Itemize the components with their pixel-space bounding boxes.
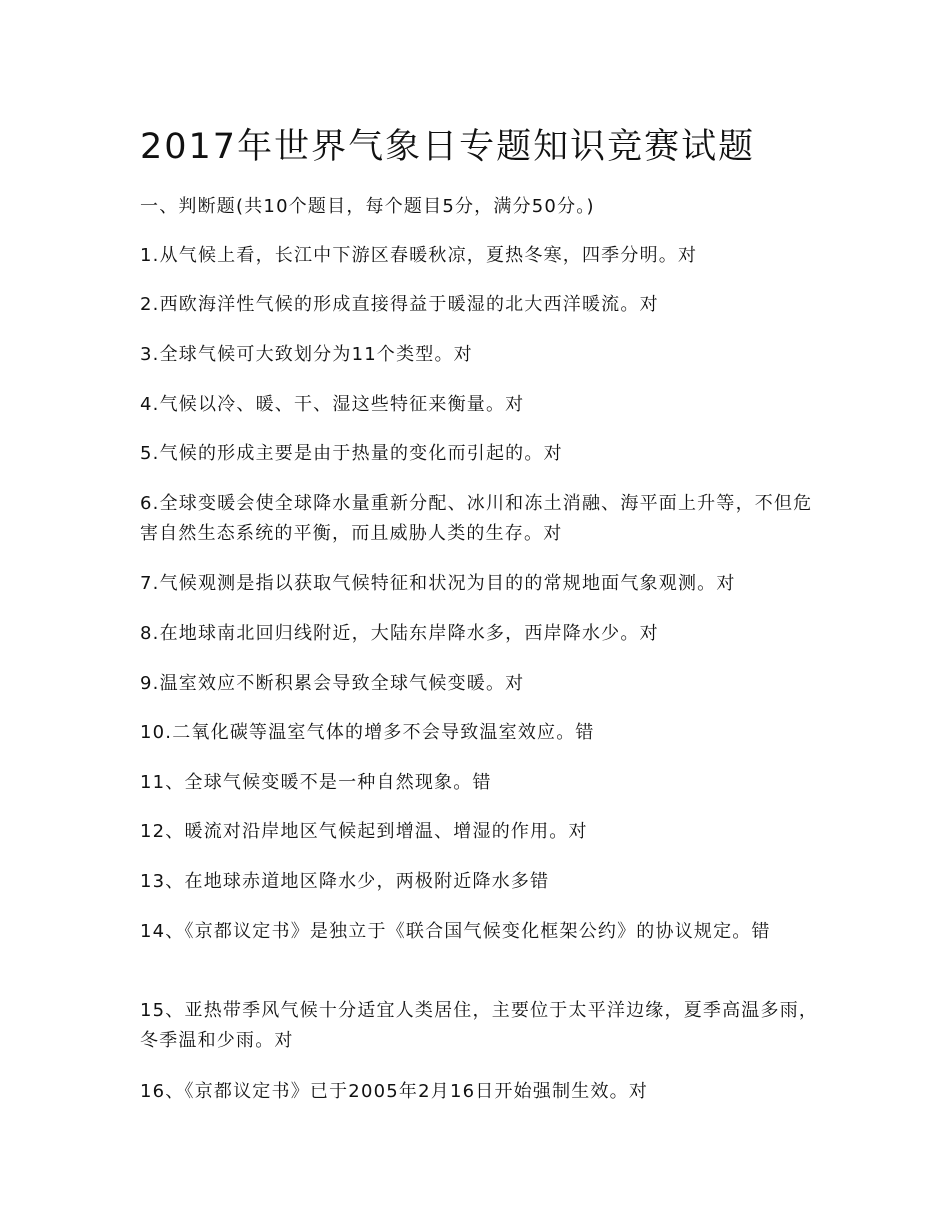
question-6: 6.全球变暖会使全球降水量重新分配、冰川和冻土消融、海平面上升等，不但危害自然生态系统的平衡，而且威胁人类的生存。对 [140, 493, 813, 544]
question-15: 15、亚热带季风气候十分适宜人类居住，主要位于太平洋边缘，夏季高温多雨，冬季温和少雨。对 [140, 1000, 819, 1051]
question-7: 7.气候观测是指以获取气候特征和状况为目的的常规地面气象观测。对 [140, 573, 736, 594]
question-2: 2.西欧海洋性气候的形成直接得益于暖湿的北大西洋暖流。对 [140, 294, 659, 315]
question-8: 8.在地球南北回归线附近，大陆东岸降水多，西岸降水少。对 [140, 623, 659, 644]
question-13: 13、在地球赤道地区降水少，两极附近降水多错 [140, 871, 550, 892]
question-16: 16、《京都议定书》已于2005年2月16日开始强制生效。对 [140, 1081, 649, 1102]
question-11: 11、全球气候变暖不是一种自然现象。错 [140, 772, 492, 793]
document-title: 2017年世界气象日专题知识竞赛试题 [140, 127, 756, 167]
question-1: 1.从气候上看，长江中下游区春暖秋凉，夏热冬寒，四季分明。对 [140, 245, 698, 266]
question-5: 5.气候的形成主要是由于热量的变化而引起的。对 [140, 443, 563, 464]
question-14: 14、《京都议定书》是独立于《联合国气候变化框架公约》的协议规定。错 [140, 921, 771, 942]
question-10: 10.二氧化碳等温室气体的增多不会导致温室效应。错 [140, 722, 595, 743]
question-9: 9.温室效应不断积累会导致全球气候变暖。对 [140, 673, 525, 694]
question-3: 3.全球气候可大致划分为11个类型。对 [140, 344, 473, 365]
question-12: 12、暖流对沿岸地区气候起到增温、增湿的作用。对 [140, 821, 588, 842]
section-heading: 一、判断题(共10个题目，每个题目5分，满分50分。) [140, 196, 595, 217]
question-4: 4.气候以冷、暖、干、湿这些特征来衡量。对 [140, 394, 525, 415]
